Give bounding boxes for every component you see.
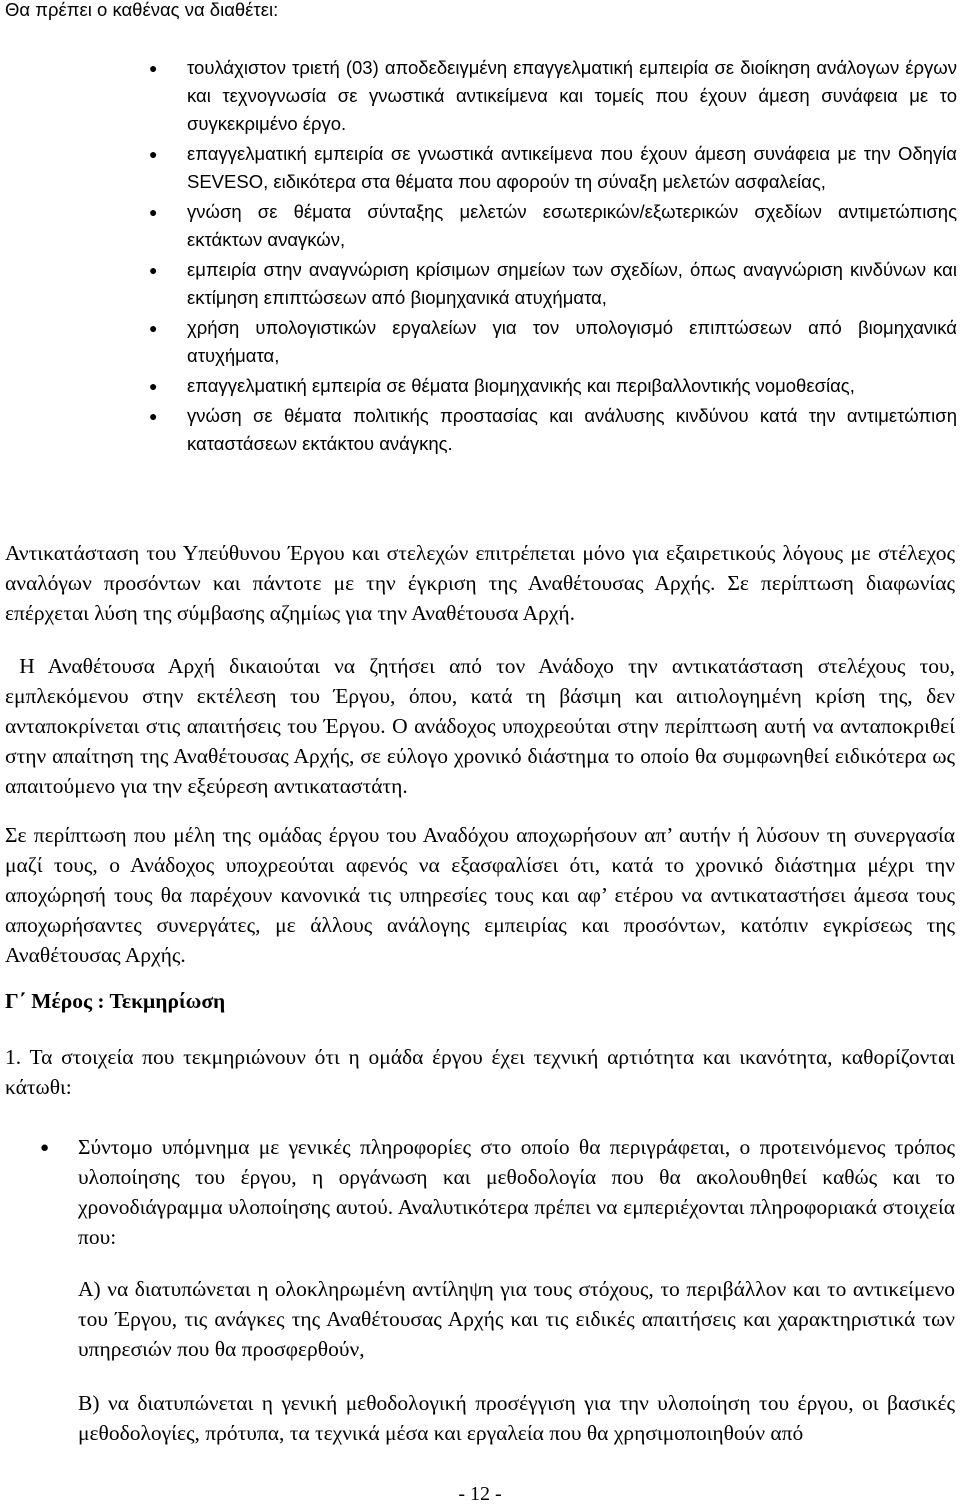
bullet-icon: ● <box>149 146 158 162</box>
documentation-list <box>40 1132 955 1252</box>
list-item: ● επαγγελματική εμπειρία σε θέματα βιομηχανικής και περιβαλλοντικής νομοθεσίας, <box>187 372 957 400</box>
subitem-b: Β) να διατυπώνεται η γενική μεθοδολογική προσέγγιση για την υλοποίηση του έργου, οι βασικές μεθοδολογίες, πρότυπα, τα τεχνικά μέσα και εργαλεία που θα χρησιμοποιηθούν από <box>78 1391 955 1445</box>
list-item: ● Σύντομο υπόμνημα με γενικές πληροφορίες στο οποίο θα περιγράφεται, ο προτεινόμενος τρόπος υλοποίησης του έργου, η οργάνωση και μεθοδολογία που θα ακολουθηθεί καθώς και το χρονοδιάγραμμα υλοποίησης αυτού. Αναλυτικότερα πρέπει να εμπεριέχονται πληροφοριακά στοιχεία που: <box>40 1135 955 1249</box>
paragraph-authority-request: Η Αναθέτουσα Αρχή δικαιούται να ζητήσει από τον Ανάδοχο την αντικατάσταση στελέχους του, εμπλεκόμενου στην εκτέλεση του Έργου, όπου, κατά τη βάσιμη και αιτιολογημένη κρίση της, δεν ανταποκρίνεται στις απαιτήσεις του Έργου. Ο ανάδοχος υποχρεούται στην περίπτωση αυτή να ανταποκριθεί στην απαίτηση της Αναθέτουσας Αρχής, σε εύλογο χρονικό διάστημα το οποίο θα συμφωνηθεί ειδικότερα ως απαιτούμενο για την εξεύρεση αντικαταστάτη. <box>5 654 960 798</box>
list-item: ● γνώση σε θέματα πολιτικής προστασίας και ανάλυσης κινδύνου κατά την αντιμετώπιση καταστάσεων εκτάκτου ανάγκης. <box>187 402 957 458</box>
section-heading: Γ΄ Μέρος : Τεκμηρίωση <box>5 989 226 1013</box>
bullet-icon: ● <box>149 204 158 220</box>
bullet-icon: ● <box>149 408 158 424</box>
bullet-icon: ● <box>149 262 158 278</box>
bullet-icon: ● <box>149 320 158 336</box>
requirements-list <box>149 54 957 460</box>
list-item: ● χρήση υπολογιστικών εργαλείων για τον υπολογισμό επιπτώσεων από βιομηχανικά ατυχήματα, <box>187 314 957 370</box>
bullet-icon: ● <box>149 60 158 76</box>
bullet-icon: ● <box>149 378 158 394</box>
subitem-a: Α) να διατυπώνεται η ολοκληρωμένη αντίληψη για τους στόχους, το περιβάλλον και το αντικείμενο του Έργου, τις ανάγκες της Αναθέτουσας Αρχής και τις ειδικές απαιτήσεις και χαρακτηριστικά των υπηρεσιών που θα προσφερθούν, <box>78 1277 955 1361</box>
list-item: ● επαγγελματική εμπειρία σε γνωστικά αντικείμενα που έχουν άμεση συνάφεια με την Οδηγία SEVESO, ειδικότερα στα θέματα που αφορούν τη σύναξη μελετών ασφαλείας, <box>187 140 957 196</box>
list-item: ● εμπειρία στην αναγνώριση κρίσιμων σημείων των σχεδίων, όπως αναγνώριση κινδύνων και εκτίμηση επιπτώσεων από βιομηχανικά ατυχήματα, <box>187 256 957 312</box>
list-item: ● γνώση σε θέματα σύνταξης μελετών εσωτερικών/εξωτερικών σχεδίων αντιμετώπισης εκτάκτων αναγκών, <box>187 198 957 254</box>
paragraph-member-withdrawal: Σε περίπτωση που μέλη της ομάδας έργου του Αναδόχου αποχωρήσουν απ’ αυτήν ή λύσουν τη συνεργασία μαζί τους, ο Ανάδοχος υποχρεούται αφενός να εξασφαλίσει ότι, κατά το χρονικό διάστημα μέχρι την αποχώρησή τους θα παρέχουν κανονικά τις υπηρεσίες τους και αφ’ ετέρου να αντικαταστήσει άμεσα τους αποχωρήσαντες συνεργάτες, με άλλους ανάλογης εμπειρίας και προσόντων, κατόπιν εγκρίσεως της Αναθέτουσας Αρχής. <box>5 823 955 967</box>
intro-text: Θα πρέπει ο καθένας να διαθέτει: <box>5 0 279 20</box>
page-number: - 12 - <box>458 1483 502 1505</box>
paragraph-documentation: 1. Τα στοιχεία που τεκμηριώνουν ότι η ομάδα έργου έχει τεχνική αρτιότητα και ικανότητα, καθορίζονται κάτωθι: <box>5 1045 955 1099</box>
paragraph-replacement: Αντικατάσταση του Υπεύθυνου Έργου και στελεχών επιτρέπεται μόνο για εξαιρετικούς λόγους με στέλεχος αναλόγων προσόντων και πάντοτε με την έγκριση της Αναθέτουσας Αρχής. Σε περίπτωση διαφωνίας επέρχεται λύση της σύμβασης αζημίως για την Αναθέτουσα Αρχή. <box>5 541 955 625</box>
list-item: ● τουλάχιστον τριετή (03) αποδεδειγμένη επαγγελματική εμπειρία σε διοίκηση ανάλογων έργων και τεχνογνωσία σε γνωστικά αντικείμενα και τομείς που έχουν άμεση συνάφεια με το συγκεκριμένο έργο. <box>187 54 957 138</box>
bullet-icon: ● <box>40 1140 50 1156</box>
